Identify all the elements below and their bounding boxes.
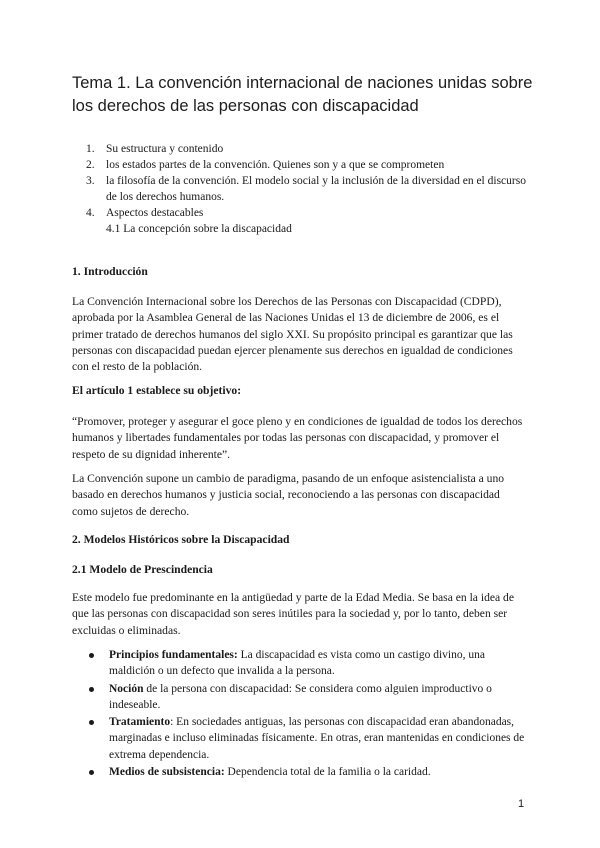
prescindencia-paragraph: Este modelo fue predominante en la antigüedad y parte de la Edad Media. Se basa en la idea de que las personas con discapacidad son seres inútiles para la sociedad y, por lo tanto, deben ser excluidas o eliminadas. [72,591,515,637]
list-item [88,647,528,680]
bullet-icon [89,720,94,725]
toc-item [86,205,526,237]
section-2-heading: 2. Modelos Históricos sobre la Discapacidad [72,533,290,546]
toc-subitem-text: 4.1 La concepción sobre la discapacidad [106,223,292,235]
list-item-label: Principios fundamentales: [109,649,238,661]
model-features-list [88,647,528,781]
section-2-1-heading: 2.1 Modelo de Prescindencia [72,563,213,576]
toc-item-number: 2. [86,159,95,171]
page-number: 1 [518,798,525,810]
table-of-contents [86,141,526,237]
toc-item-text: Su estructura y contenido [106,143,224,155]
list-item-text: : En sociedades antiguas, las personas con discapacidad eran abandonadas, marginadas e incluso eliminadas físicamente. En otras, eran mantenidas en condiciones de extrema dependencia. [109,716,525,761]
toc-item-text: los estados partes de la convención. Quienes son y a que se comprometen [106,159,445,171]
toc-item-number: 4. [86,207,95,219]
bullet-icon [89,770,94,775]
list-item-label: Medios de subsistencia: [109,766,225,779]
bullet-icon [89,653,94,658]
list-item [88,714,528,763]
toc-item-text: la filosofía de la convención. El modelo social y la inclusión de la diversidad en el discurso de los derechos humanos. [106,175,526,203]
paradigm-paragraph: La Convención supone un cambio de paradigma, pasando de un enfoque asistencialista a uno basado en derechos humanos y justicia social, reconociendo a las personas con discapacidad como sujetos de derecho. [72,472,505,518]
section-1-heading: 1. Introducción [72,265,148,278]
toc-item-text: Aspectos destacables [106,207,204,219]
list-item [88,681,528,714]
toc-item [86,157,526,173]
list-item-label: Tratamiento [109,716,171,729]
toc-item [86,173,526,205]
list-item-text: de la persona con discapacidad: Se considera como alguien improductivo o indeseable. [109,682,492,711]
list-item-text: Dependencia total de la familia o la caridad. [224,766,431,779]
toc-item-number: 1. [86,143,95,155]
article-1-heading: El artículo 1 establece su objetivo: [72,384,242,397]
article-1-quote: “Promover, proteger y asegurar el goce pleno y en condiciones de igualdad de todos los derechos humanos y libertades fundamentales por todas las personas con discapacidad, y promover el respeto de su dignidad inherente”. [72,415,523,461]
list-item-label: Noción [109,682,144,695]
list-item [88,764,528,780]
toc-item-number: 3. [86,175,95,187]
bullet-icon [89,687,94,692]
toc-item [86,141,526,157]
page-title: Tema 1. La convención internacional de naciones unidas sobre los derechos de las personas con discapacidad [72,74,533,115]
list-item-text: La discapacidad es vista como un castigo divino, una maldición o un defecto que invalida a la persona. [109,649,485,678]
intro-paragraph: La Convención Internacional sobre los Derechos de las Personas con Discapacidad (CDPD), aprobada por la Asamblea General de las Naciones Unidas el 13 de diciembre de 2006, es el primer tratado de derechos humanos del siglo XXI. Su propósito principal es garantizar que las personas con discapacidad puedan ejercer plenamente sus derechos en igualdad de condiciones con el resto de la población. [72,295,513,374]
